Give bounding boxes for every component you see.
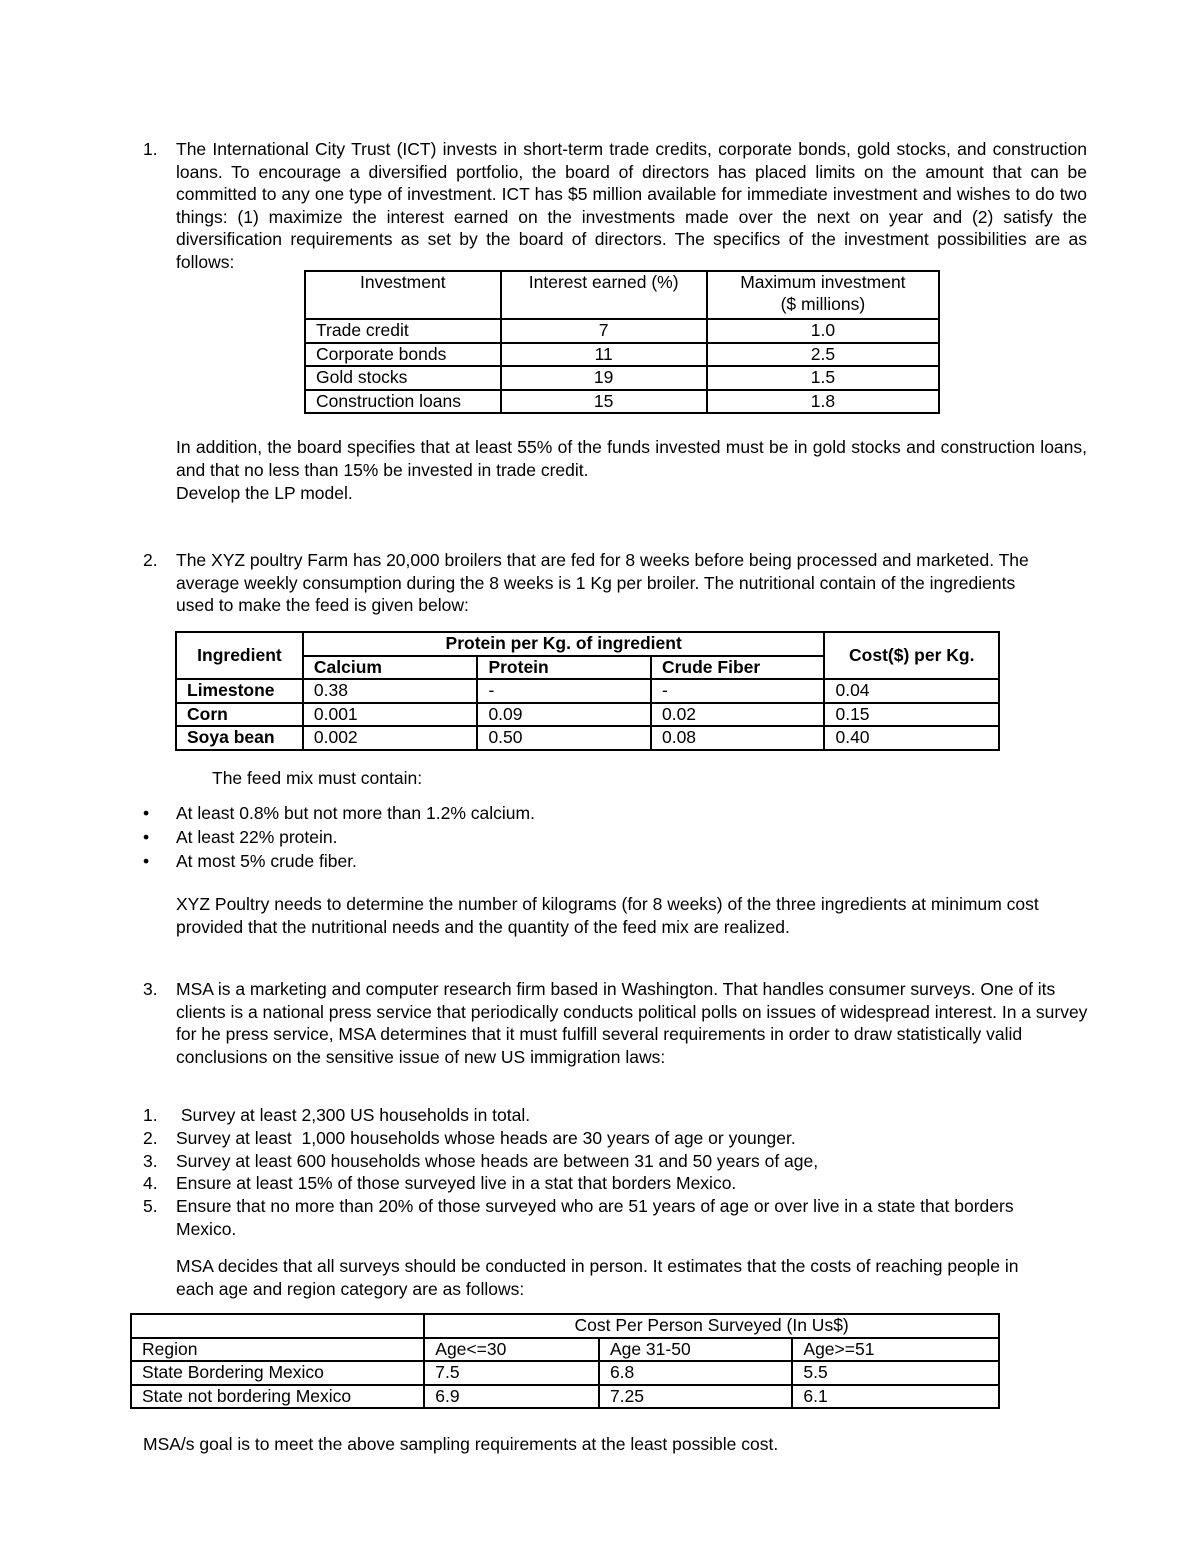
table-cell: 0.02 (651, 703, 825, 727)
table-cell: Limestone (176, 679, 303, 703)
q1-number: 1. (143, 139, 158, 159)
table-cell: 11 (501, 343, 707, 367)
table-row (131, 1385, 999, 1409)
table-cell: 5.5 (792, 1361, 999, 1385)
header-age-51: Age>=51 (792, 1338, 999, 1362)
table-cell: - (651, 679, 825, 703)
table-cell: 19 (501, 366, 707, 390)
header-ingredient: Ingredient (176, 632, 303, 679)
table-row (131, 1361, 999, 1385)
table-row (305, 343, 939, 367)
header-interest: Interest earned (%) (501, 271, 707, 319)
header-cost: Cost($) per Kg. (824, 632, 999, 679)
req-text: Survey at least 2,300 US households in total. (176, 1105, 531, 1125)
req-text: Survey at least 600 households whose heads are between 31 and 50 years of age, (176, 1151, 819, 1171)
table-cell: Soya bean (176, 726, 303, 750)
table-cell: 6.9 (424, 1385, 599, 1409)
header-max-investment-line2: ($ millions) (780, 293, 866, 314)
table-header-row (131, 1338, 999, 1362)
req-text: Survey at least 1,000 households whose heads are 30 years of age or younger. (176, 1128, 796, 1148)
table-cell: Construction loans (305, 390, 501, 414)
header-region: Region (131, 1338, 424, 1362)
req-text: Ensure that no more than 20% of those surveyed who are 51 years of age or over live in a state that borders Mexico. (176, 1196, 1014, 1239)
q1-text: The International City Trust (ICT) invests in short-term trade credits, corporate bonds, gold stocks, and construction loans. To encourage a diversified portfolio, the board of directors has placed limits on the amount that can be committed to any one type of investment. ICT has $5 million available for immediate investment and wishes to do two things: (1) maximize the interest earned on the investments made over the next on year and (2) satisfy the diversification requirements as set by the board of directors. The specifics of the investment possibilities are as follows: (176, 139, 1087, 272)
q2-bullet: At most 5% crude fiber. (176, 851, 357, 871)
table-cell: 1.0 (707, 319, 939, 343)
header-crude-fiber: Crude Fiber (651, 656, 825, 680)
table-cell: 0.15 (824, 703, 999, 727)
q1-task: Develop the LP model. (176, 483, 353, 503)
table-cell: 7.25 (599, 1385, 792, 1409)
q3-cost-intro: MSA decides that all surveys should be conducted in person. It estimates that the costs of reaching people in each age and region category are as follows: (176, 1256, 1019, 1299)
table-cell: 15 (501, 390, 707, 414)
table-cell: 1.8 (707, 390, 939, 414)
table-cell: Corn (176, 703, 303, 727)
q3-text: MSA is a marketing and computer research firm based in Washington. That handles consumer surveys. One of its clients is a national press service that periodically conducts political polls on issues of widespread interest. In a survey for he press service, MSA determines that it must fulfill several requirements in order to draw statistically valid conclusions on the sensitive issue of new US immigration laws: (176, 979, 1088, 1067)
table-cell: - (477, 679, 651, 703)
empty-cell (131, 1314, 424, 1338)
header-max-investment (707, 271, 939, 319)
table-cell: 0.40 (824, 726, 999, 750)
header-investment: Investment (305, 271, 501, 319)
table-cell: 7 (501, 319, 707, 343)
feed-nutrition-table (175, 631, 1000, 751)
table-cell: 0.38 (303, 679, 478, 703)
table-row (176, 703, 999, 727)
table-cell: State Bordering Mexico (131, 1361, 424, 1385)
q2-number: 2. (143, 550, 158, 570)
q3-number: 3. (143, 979, 158, 999)
bullet-dot-icon: • (143, 827, 150, 847)
q2-text: The XYZ poultry Farm has 20,000 broilers that are fed for 8 weeks before being processed and marketed. The average weekly consumption during the 8 weeks is 1 Kg per broiler. The nutritional contain of the ingredients used to make the feed is given below: (176, 550, 1029, 616)
bullet-dot-icon: • (143, 851, 150, 871)
table-cell: 6.1 (792, 1385, 999, 1409)
req-text: Ensure at least 15% of those surveyed live in a stat that borders Mexico. (176, 1173, 737, 1193)
table-cell: 0.09 (477, 703, 651, 727)
header-calcium: Calcium (303, 656, 478, 680)
header-max-investment-line1: Maximum investment (740, 272, 906, 292)
table-header-row (131, 1314, 999, 1338)
q2-closing: XYZ Poultry needs to determine the number of kilograms (for 8 weeks) of the three ingredients at minimum cost provided that the nutritional needs and the quantity of the feed mix are realized. (176, 894, 1039, 937)
table-header-row (305, 271, 939, 319)
req-number: 2. (143, 1128, 158, 1148)
table-header-row (176, 632, 999, 656)
table-row (305, 390, 939, 414)
table-cell: Corporate bonds (305, 343, 501, 367)
header-protein-group: Protein per Kg. of ingredient (303, 632, 825, 656)
req-number: 4. (143, 1173, 158, 1193)
table-row (305, 366, 939, 390)
header-protein: Protein (477, 656, 651, 680)
table-cell: 0.04 (824, 679, 999, 703)
table-cell: 1.5 (707, 366, 939, 390)
req-number: 1. (143, 1105, 158, 1125)
table-cell: Trade credit (305, 319, 501, 343)
req-number: 3. (143, 1151, 158, 1171)
table-row (176, 726, 999, 750)
table-row (176, 679, 999, 703)
table-cell: 0.002 (303, 726, 478, 750)
table-cell: 6.8 (599, 1361, 792, 1385)
header-age-30: Age<=30 (424, 1338, 599, 1362)
table-cell: 0.08 (651, 726, 825, 750)
table-cell: State not bordering Mexico (131, 1385, 424, 1409)
q2-bullet: At least 0.8% but not more than 1.2% calcium. (176, 803, 535, 823)
header-age-31-50: Age 31-50 (599, 1338, 792, 1362)
survey-cost-table (130, 1313, 1000, 1409)
table-cell: Gold stocks (305, 366, 501, 390)
q2-mix-intro: The feed mix must contain: (212, 768, 423, 788)
table-cell: 0.001 (303, 703, 478, 727)
header-cost-group: Cost Per Person Surveyed (In Us$) (424, 1314, 999, 1338)
table-cell: 0.50 (477, 726, 651, 750)
table-cell: 2.5 (707, 343, 939, 367)
table-row (305, 319, 939, 343)
table-cell: 7.5 (424, 1361, 599, 1385)
q3-goal: MSA/s goal is to meet the above sampling requirements at the least possible cost. (143, 1434, 779, 1454)
bullet-dot-icon: • (143, 803, 150, 823)
investment-table (304, 270, 940, 414)
req-number: 5. (143, 1196, 158, 1216)
q1-board-constraint: In addition, the board specifies that at least 55% of the funds invested must be in gold stocks and construction loans, and that no less than 15% be invested in trade credit. (176, 437, 1087, 480)
q2-bullet: At least 22% protein. (176, 827, 338, 847)
